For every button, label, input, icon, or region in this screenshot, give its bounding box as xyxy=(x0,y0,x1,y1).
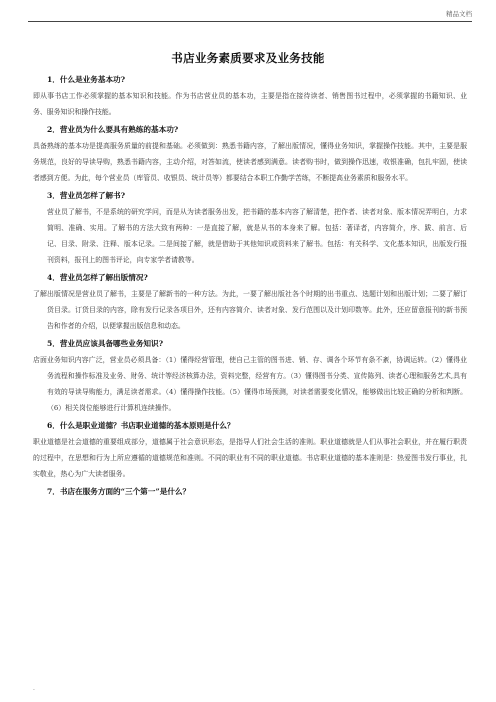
section-6-question: 6．什么是职业道德？书店职业道德的基本原则是什么？ xyxy=(47,421,235,430)
section-5-answer: 店面业务知识内容广泛，营业员必须具备：（1）懂得经营管理，使自己主管的图书进、销、存、调各个环节有条不紊，协调运转。（2）懂得业务流程和操作标准及业务、财务、统计等经济核算办法，资料完整，经营有方。（3）懂得图书分类、宣传陈列、读者心理和服务艺术,具有有效的导读导购能力，满足读者需求。（4）懂得操作技能。（5）懂得市场预测，对读者需要变化情况，能够做出比较正确的分析和判断。（6）相关岗位能够进行计算机连续操作。 xyxy=(33,356,467,412)
section-3-question: 3．营业员怎样了解书? xyxy=(47,191,126,200)
document-body xyxy=(33,73,467,499)
section-1-question: 1．什么是业务基本功? xyxy=(47,75,126,84)
section-4-question: 4．营业员怎样了解出版情况? xyxy=(47,273,148,282)
document-title: 书店业务素质要求及业务技能 xyxy=(171,51,325,65)
footer-mark: . xyxy=(33,685,35,692)
section-3-answer: 营业员了解书，不是系统的研究学问，而是从为读者服务出发，把书籍的基本内容了解清楚，把作者、读者对象、版本情况弄明白，力求简明、准确、实用。了解书的方法大致有两种：一是直接了解，就是从书的本身来了解。包括：著译者，内容简介，序、跋、前言、后记、目录、附录、注释、版本记录。二是间接了解，就是借助于其他知识或资料来了解书。包括：有关科学、文化基本知识，出版发行报刊资料，报刊上的图书评论，向专家学者请教等。 xyxy=(47,208,467,264)
section-7-question: 7．书店在服务方面的“三个第一”是什么？ xyxy=(47,487,191,496)
section-2-answer: 具备熟练的基本功是提高服务质量的前提和基础。必须做到：熟悉书籍内容，了解出版情况，懂得业务知识，掌握操作技能。其中，主要是服务规范，良好的导读导购，熟悉书籍内容，主动介绍，对答如流，使读者感到满意。读者购书时，做到操作迅速，收银准确，包扎牢固，使读者感到方便。为此，每个营业员（库管员、收银员、统计员等）都要结合本职工作勤学苦练，不断提高业务素质和服务水平。 xyxy=(33,142,467,182)
section-4-answer: 了解出版情况是营业员了解书，主要是了解新书的一种方法。为此，一要了解出版社各个时期的出书重点、选题计划和出版计划；二要了解订货目录。订货目录的内容，除有发行记录各项目外，还有内容简介、读者对象、发行范围以及计划印数等。此外，还应留意报刊的新书预告和作者的介绍，以便掌握出版信息和动态。 xyxy=(33,290,467,330)
header-watermark-text: 精品文档 xyxy=(446,10,472,18)
section-1-answer: 即从事书店工作必须掌握的基本知识和技能。作为书店营业员的基本功，主要是指在接待读者、销售图书过程中，必须掌握的书籍知识、业务、服务知识和操作技能。 xyxy=(33,92,467,116)
section-5-question: 5．营业员应该具备哪些业务知识? xyxy=(47,339,164,348)
header-rule xyxy=(28,21,472,22)
section-6-answer: 职业道德是社会道德的重要组成部分，道德属于社会意识形态，是指导人们社会生活的准则。职业道德就是人们从事社会职业，并在履行职责的过程中，在思想和行为上所应遵循的道德规范和准则。不同的职业有不同的职业道德。书店职业道德的基本准则是：热爱图书发行事业，扎实敬业，热心为广大读者服务。 xyxy=(33,438,467,478)
section-2-question: 2．营业员为什么要具有熟练的基本功? xyxy=(47,125,179,134)
